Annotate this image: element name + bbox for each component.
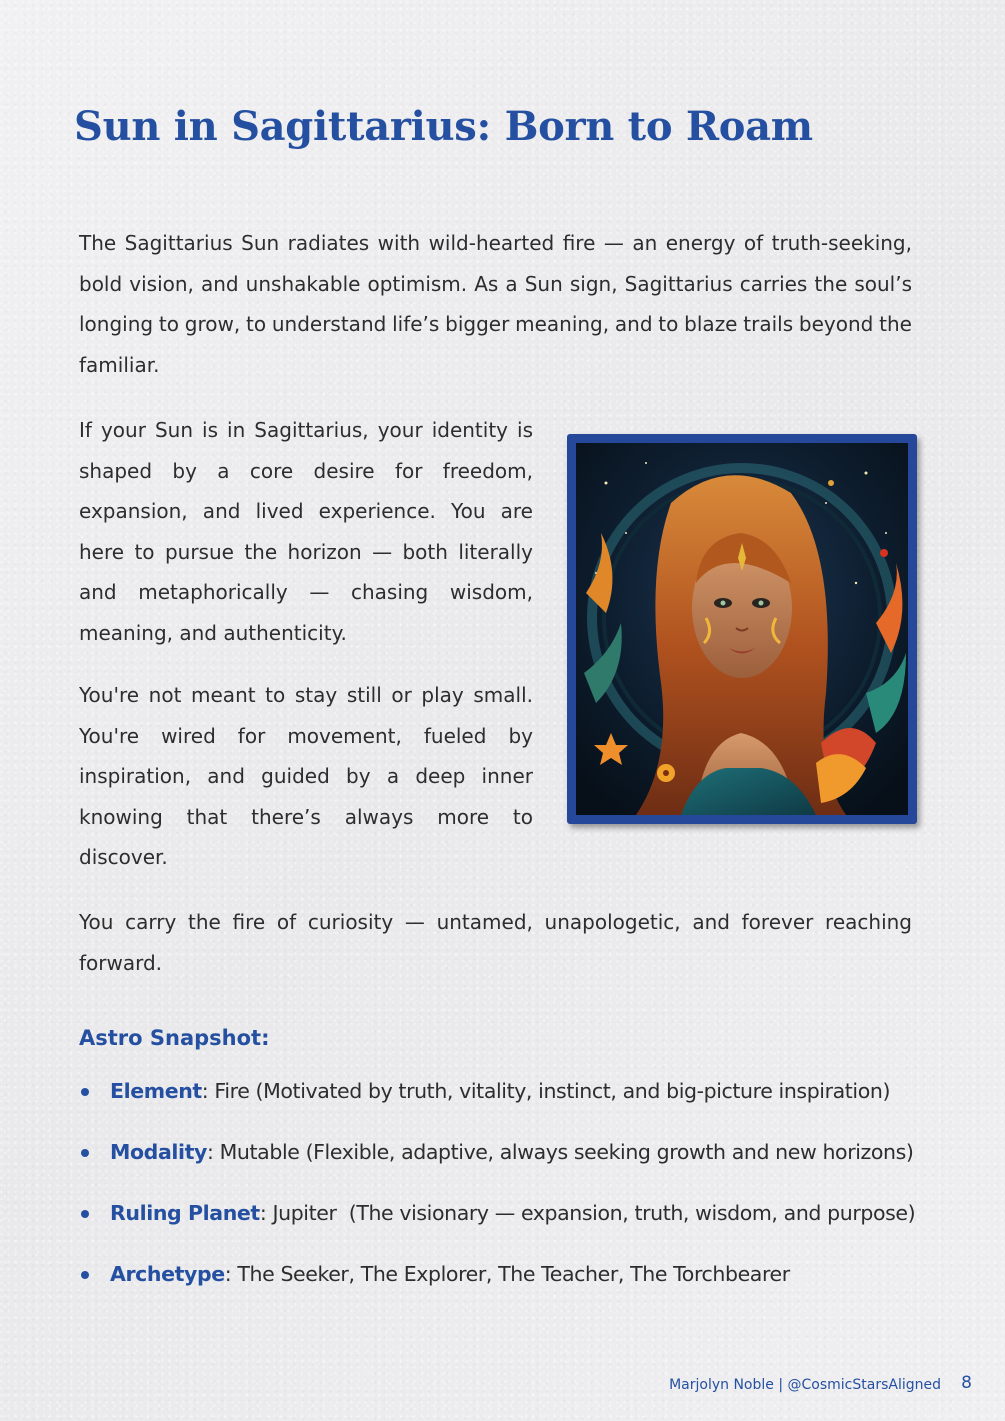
intro-paragraph: The Sagittarius Sun radiates with wild-hearted fire — an energy of truth-seeking, bold vision, and unshakable optimism. As a Sun sign, Sagittarius carries the soul’s longing to grow, to understand life’s bigger meaning, and to blaze trails beyond the familiar. <box>79 231 912 377</box>
snapshot-item-label: Modality <box>110 1140 208 1164</box>
snapshot-item-colon: : <box>224 1262 232 1286</box>
page-title: Sun in Sagittarius: Born to Roam <box>74 103 813 150</box>
snapshot-item-element <box>79 1074 959 1135</box>
snapshot-item-colon: : <box>201 1079 209 1103</box>
astro-snapshot-list <box>79 1074 959 1318</box>
snapshot-item-text: The Seeker, The Explorer, The Teacher, The Torchbearer <box>231 1262 790 1286</box>
movement-paragraph: You're not meant to stay still or play small. You're wired for movement, fueled by inspiration, and guided by a deep inner knowing that there’s always more to discover. <box>79 683 533 869</box>
curiosity-paragraph: You carry the fire of curiosity — untamed, unapologetic, and forever reaching forward. <box>79 910 912 975</box>
bullet-icon <box>81 1149 89 1157</box>
identity-paragraph: If your Sun is in Sagittarius, your identity is shaped by a core desire for freedom, expansion, and lived experience. You are here to pursue the horizon — both literally and metaphorically — chasing wisdom, meaning, and authenticity. <box>79 418 533 645</box>
snapshot-item-text: Mutable (Flexible, adaptive, always seeking growth and new horizons) <box>213 1140 914 1164</box>
snapshot-item-label: Archetype <box>110 1262 225 1286</box>
portrait-illustration <box>576 443 908 815</box>
page-number: 8 <box>961 1373 972 1393</box>
snapshot-item-archetype <box>79 1257 959 1318</box>
snapshot-item-colon: : <box>259 1201 267 1225</box>
snapshot-item-modality <box>79 1135 959 1196</box>
bullet-icon <box>81 1088 89 1096</box>
footer-credit: Marjolyn Noble | @CosmicStarsAligned <box>669 1377 941 1393</box>
bullet-icon <box>81 1210 89 1218</box>
snapshot-item-label: Ruling Planet <box>110 1201 260 1225</box>
snapshot-item-colon: : <box>207 1140 214 1164</box>
astro-snapshot-heading: Astro Snapshot: <box>79 1026 270 1050</box>
snapshot-item-ruling-planet <box>79 1196 959 1257</box>
bullet-icon <box>81 1271 89 1279</box>
snapshot-item-text: Fire (Motivated by truth, vitality, instinct, and big-picture inspiration) <box>208 1079 891 1103</box>
snapshot-item-text: Jupiter (The visionary — expansion, truth, wisdom, and purpose) <box>266 1201 916 1225</box>
snapshot-item-label: Element <box>110 1079 202 1103</box>
sagittarius-portrait-image <box>567 434 917 824</box>
